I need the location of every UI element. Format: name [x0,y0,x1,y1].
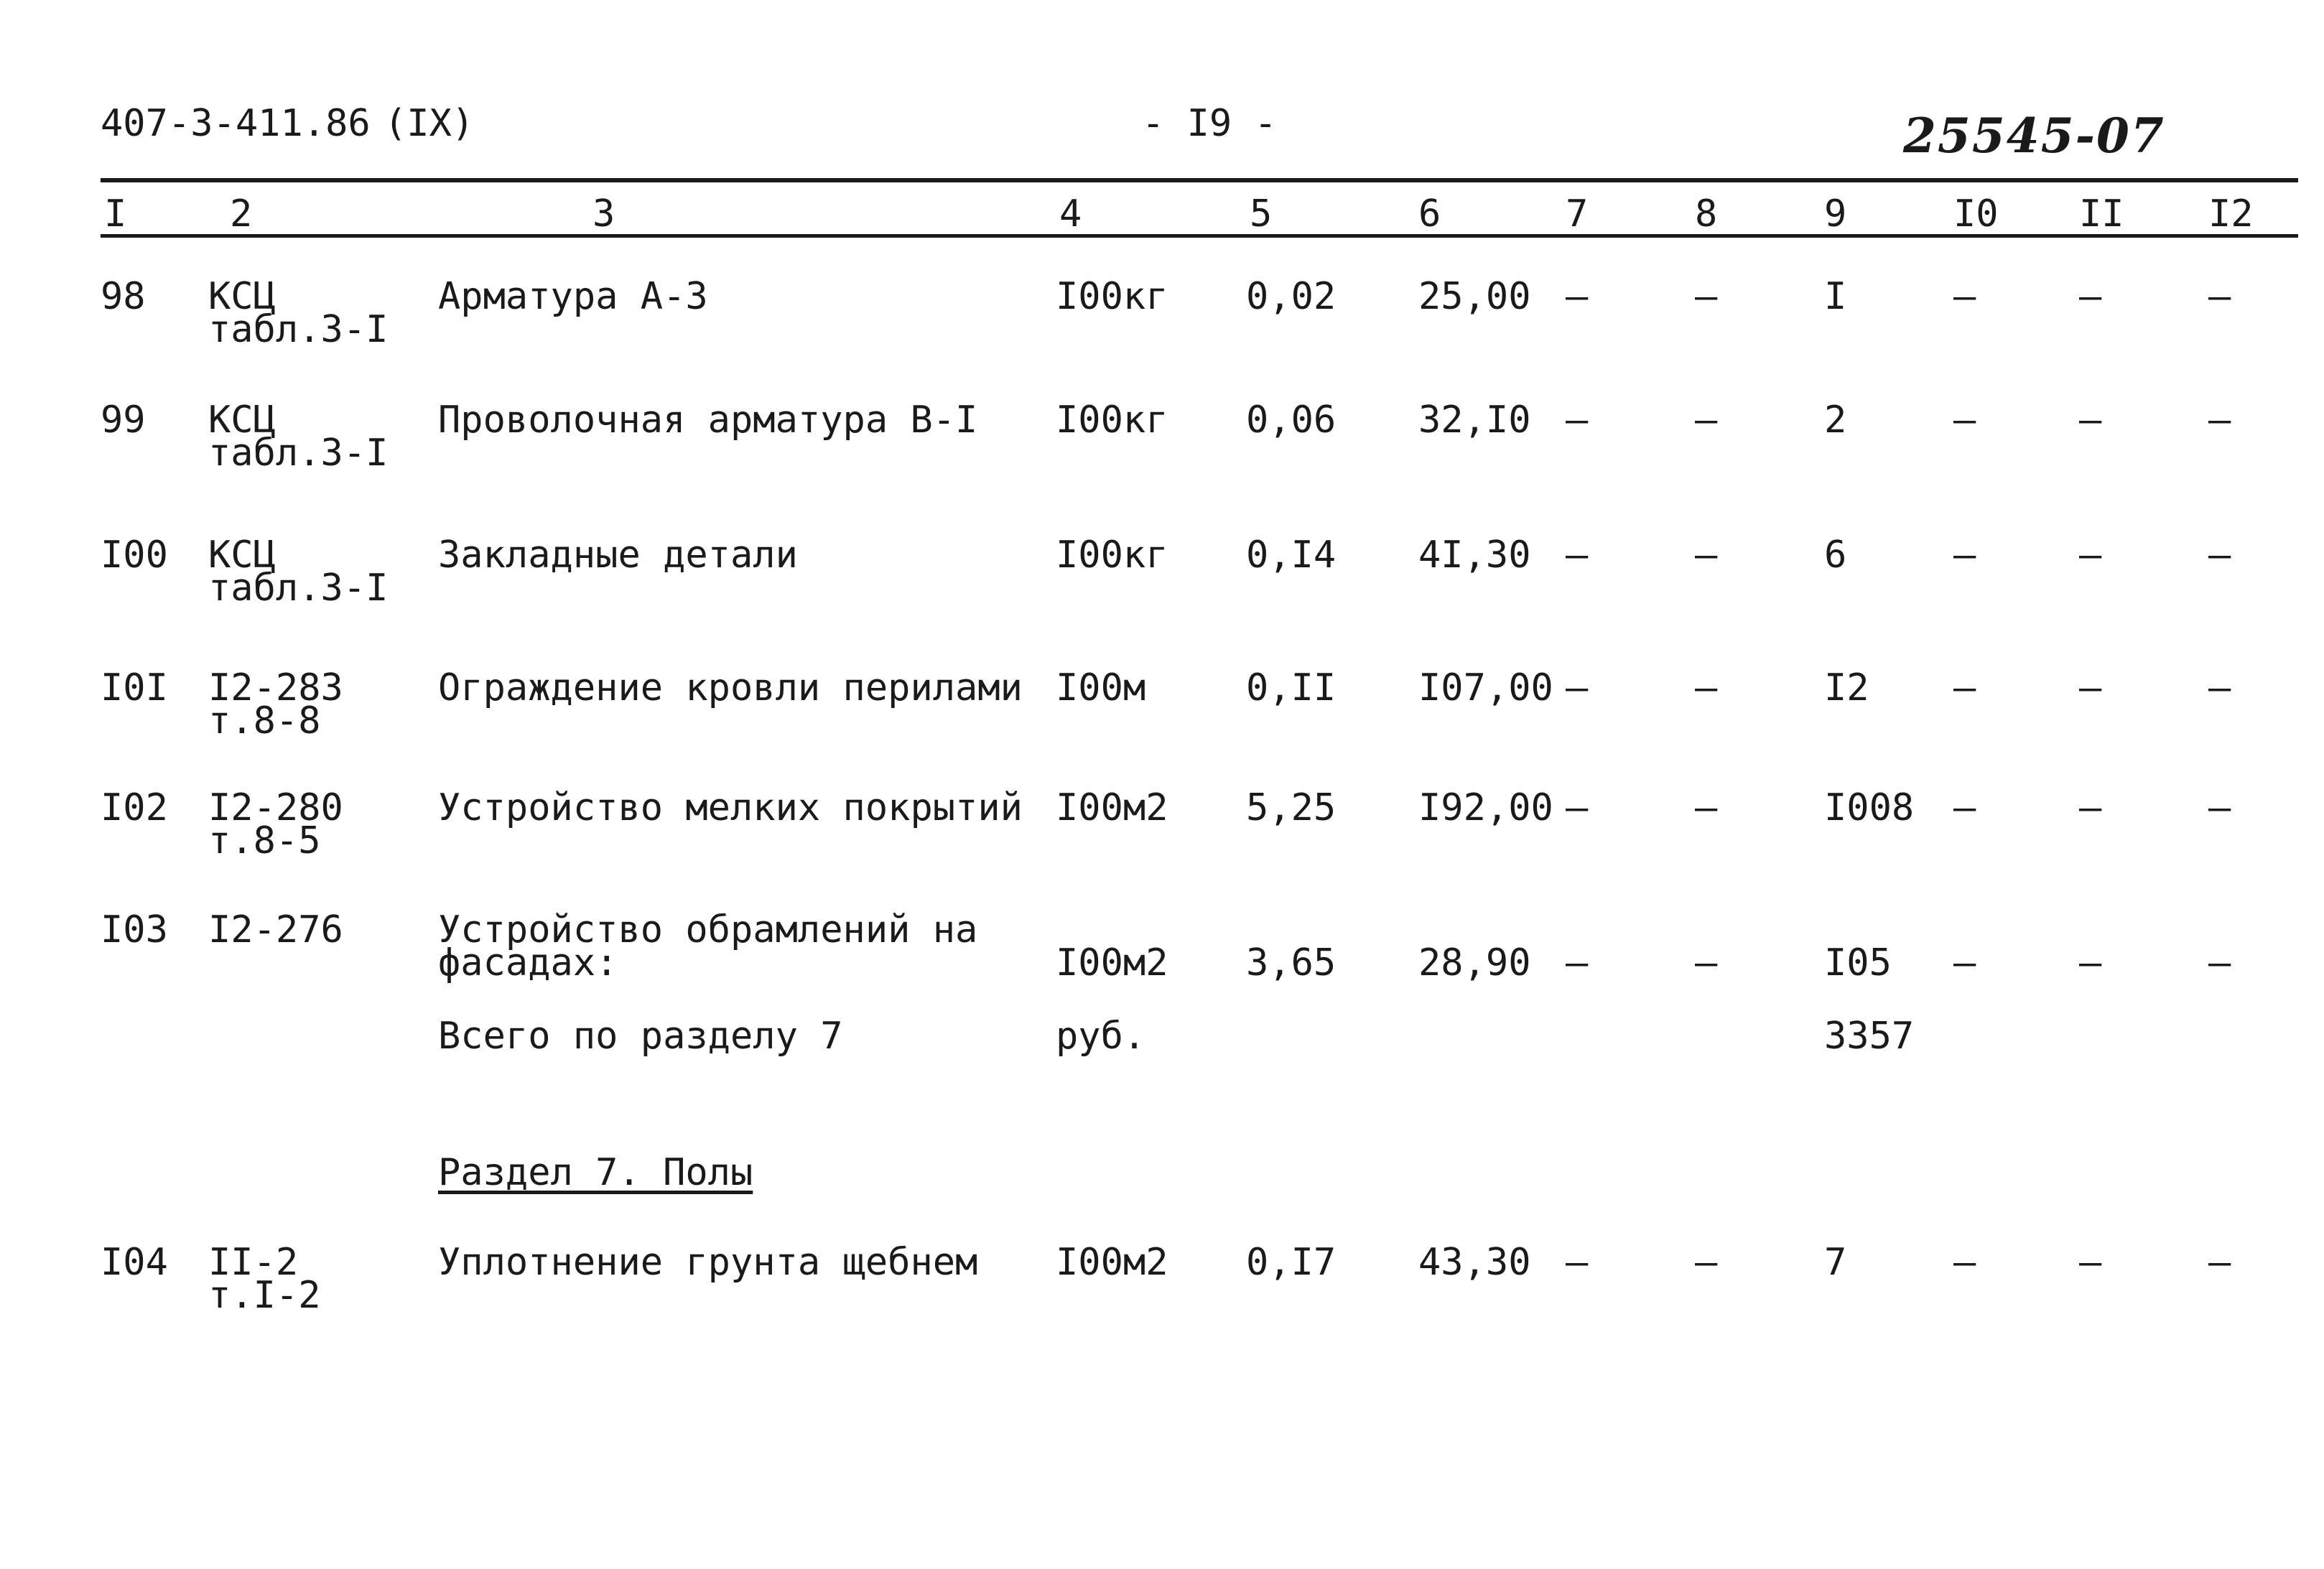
cell-unit: I00кг [1056,275,1168,318]
column-number: 4 [1059,192,1082,236]
cell-c11: – [2079,275,2102,318]
cell-c12: – [2208,1241,2231,1284]
total-label: Всего по разделу 7 [438,1015,843,1058]
cell-c8: – [1695,786,1718,829]
cell-name: Арматура А-3 [438,275,708,318]
cell-name: Ограждение кровли перилами [438,666,1023,709]
cell-code: КСЦ табл.3-I [208,399,389,475]
cell-num: 98 [101,275,146,318]
table-row [0,534,2324,653]
cell-c8: – [1695,399,1718,442]
cell-c12: – [2208,275,2231,318]
column-number: I [104,192,127,236]
cell-code: II-2 т.I-2 [208,1241,321,1317]
cell-price: 32,I0 [1418,399,1531,442]
cell-code: I2-283 т.8-8 [208,666,343,742]
cell-c9: 2 [1824,399,1847,442]
cell-c12: – [2208,534,2231,577]
cell-c9: I008 [1824,786,1915,829]
cell-c10: – [1953,399,1976,442]
cell-c11: – [2079,941,2102,984]
cell-c7: – [1566,1241,1589,1284]
document-code: 407-3-411.86 [101,102,371,145]
handwritten-registration-number: 25545-07 [1903,108,2165,164]
cell-c11: – [2079,666,2102,709]
cell-unit: I00кг [1056,534,1168,577]
cell-num: 99 [101,399,146,442]
cell-c9: I05 [1824,941,1892,984]
table-row [0,666,2324,786]
cell-code: КСЦ табл.3-I [208,534,389,610]
cell-c11: – [2079,1241,2102,1284]
cell-c8: – [1695,941,1718,984]
cell-unit: I00м2 [1056,1241,1168,1284]
cell-num: I0I [101,666,168,709]
cell-price: I07,00 [1418,666,1553,709]
column-number: 5 [1250,192,1273,236]
cell-c7: – [1566,941,1589,984]
cell-c7: – [1566,275,1589,318]
cell-c12: – [2208,399,2231,442]
cell-qty: 5,25 [1246,786,1337,829]
column-number: 3 [592,192,615,236]
cell-c10: – [1953,941,1976,984]
cell-unit: I00м2 [1056,941,1168,984]
cell-unit: I00м2 [1056,786,1168,829]
cell-c7: – [1566,399,1589,442]
cell-c10: – [1953,666,1976,709]
cell-c10: – [1953,786,1976,829]
cell-price: 25,00 [1418,275,1531,318]
cell-c12: – [2208,666,2231,709]
cell-num: I03 [101,908,168,951]
cell-c7: – [1566,786,1589,829]
cell-name: Уплотнение грунта щебнем [438,1241,978,1284]
cell-c12: – [2208,941,2231,984]
total-value: 3357 [1824,1015,1915,1058]
cell-qty: 0,02 [1246,275,1337,318]
cell-num: I04 [101,1241,168,1284]
cell-c7: – [1566,666,1589,709]
cell-c9: 7 [1824,1241,1847,1284]
cell-c11: – [2079,399,2102,442]
cell-qty: 0,I7 [1246,1241,1337,1284]
table-row [0,275,2324,395]
header-rule-top [101,178,2298,182]
cell-c9: 6 [1824,534,1847,577]
cell-num: I02 [101,786,168,829]
cell-c8: – [1695,275,1718,318]
column-number: I0 [1953,192,1999,236]
column-number: 2 [230,192,253,236]
cell-qty: 0,06 [1246,399,1337,442]
cell-c7: – [1566,534,1589,577]
document-part: (IX) [384,102,475,145]
cell-c10: – [1953,275,1976,318]
table-row [0,399,2324,518]
cell-c8: – [1695,534,1718,577]
column-number: I2 [2208,192,2254,236]
table-row [0,908,2324,1028]
table-row [0,786,2324,906]
cell-c12: – [2208,786,2231,829]
cell-code: I2-280 т.8-5 [208,786,343,862]
section-title: Раздел 7. Полы [438,1151,753,1194]
column-number: II [2079,192,2124,236]
column-number: 6 [1418,192,1441,236]
cell-name: Устройство обрамлений на фасадах: [438,908,978,984]
cell-qty: 0,I4 [1246,534,1337,577]
cell-price: 28,90 [1418,941,1531,984]
column-number: 9 [1824,192,1847,236]
cell-c8: – [1695,1241,1718,1284]
cell-c8: – [1695,666,1718,709]
page-number: - I9 - [1142,102,1277,145]
total-unit: руб. [1056,1015,1146,1058]
cell-name: Проволочная арматура В-I [438,399,978,442]
cell-c9: I2 [1824,666,1869,709]
cell-unit: I00кг [1056,399,1168,442]
cell-c11: – [2079,534,2102,577]
cell-c10: – [1953,1241,1976,1284]
column-number: 7 [1566,192,1589,236]
cell-c11: – [2079,786,2102,829]
cell-price: 4I,30 [1418,534,1531,577]
cell-name: Закладные детали [438,534,798,577]
cell-c10: – [1953,534,1976,577]
table-row [0,1241,2324,1361]
cell-unit: I00м [1056,666,1146,709]
cell-num: I00 [101,534,168,577]
cell-name: Устройство мелких покрытий [438,786,1023,829]
cell-qty: 3,65 [1246,941,1337,984]
column-number: 8 [1695,192,1718,236]
cell-price: I92,00 [1418,786,1553,829]
cell-c9: I [1824,275,1847,318]
cell-code: КСЦ табл.3-I [208,275,389,351]
cell-price: 43,30 [1418,1241,1531,1284]
cell-code: I2-276 [208,908,343,951]
cell-qty: 0,II [1246,666,1337,709]
